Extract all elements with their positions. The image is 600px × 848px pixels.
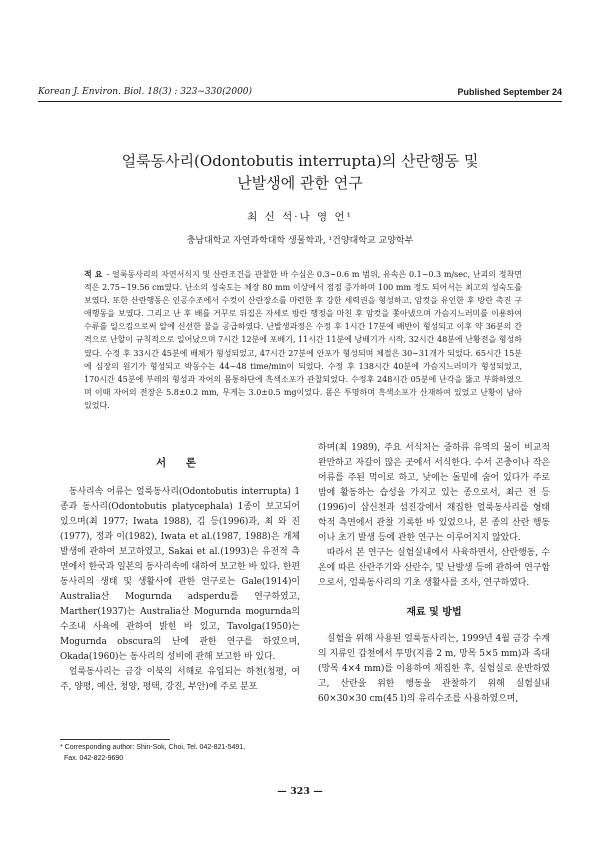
abstract (84, 268, 522, 412)
section-heading-methods: 재료 및 방법 (406, 607, 462, 618)
section-heading-introduction: 서 론 (156, 457, 204, 469)
title-line-2: 난발생에 관한 연구 (237, 174, 363, 192)
footnote-line-1: * Corresponding author: Shin-Sok, Choi, Tel. 042-821-5491, (60, 744, 246, 751)
page-number: — 323 — (277, 786, 323, 797)
authors: 최 신 석·나 영 언¹ (247, 211, 353, 223)
footnote-line-2: Fax. 042-822-9690 (64, 755, 124, 762)
journal-citation: Korean J. Environ. Biol. 18(3) : 323∼330(2000) (38, 87, 253, 97)
article-title (60, 150, 540, 194)
left-column (60, 456, 300, 695)
right-column (318, 441, 550, 707)
abstract-label: 적 요 (84, 269, 103, 279)
footnote-rule (60, 739, 170, 740)
affiliation: 충남대학교 자연과학대학 생물학과, ¹건양대학교 교양학부 (186, 236, 414, 246)
abstract-text: - 얼룩동사리의 자연서식지 및 산란조건을 관찰한 바 수심은 0.3∼0.6 m 범위, 유속은 0.1∼0.3 m/sec, 난괴의 정착면적은 2.75∼19.56 cm였다. 난소의 성숙도는 체장 80 mm 이상에서 점점 증가하며 100 mm 정도 되어서는 최고의 성숙도를 보였다. 또한 산란행동은 인공수조에서 수컷이 산란장소를 마련한 후 강한 세력권을 형성하고, 암컷을 유인한 후 방란 촉진 구애행동을 보였다. 그리고 난 후 배를 거꾸로 뒤집은 자세로 방란 행정을 마친 후 암컷을 쫓아냈으며 가슴지느러미를 이용하여 수류를 일으킴으로써 알에 신선한 물을 공급하였다. 난발생과정은 수정 후 1시간 17분에 배반이 형성되고 이후 약 36분의 간격으로 난할이 규칙적으로 일어났으며 7시간 12분에 포배기, 11시간 11분에 낭배기가 시작, 32시간 48분에 난황전을 형성하였다. 수정 후 33시간 45분에 배체가 형성되었고, 47시간 27분에 안포가 형성되며 체절은 30∼31개가 되었다. 65시간 15분에 심장의 원기가 형성되고 박동수는 44∼48 time/min이 되었다. 수정 후 138시간 40분에 가슴지느러미가 형성되었고, 170시간 45분에 부레의 형성과 자어의 몸통하단에 흑색소포가 관찰되었다. 수정후 248시간 05분에 난각을 뚫고 부화하였으며 이때 자어의 전장은 5.8±0.2 mm, 무게는 3.0±0.5 mg이었다. 몸은 투명하며 흑색소포가 산재하여 있었고 난황이 남아 있었다. (84, 270, 522, 410)
intro-paragraph-3: 따라서 본 연구는 실험실내에서 사육하면서, 산란행동, 수온에 따른 산란주기와 산란수, 및 난발생 등에 관하여 연구함으로서, 얼룩동사리의 기초 생활사를 조사, 연구하였다. (318, 548, 550, 588)
header-rule (38, 101, 562, 102)
intro-paragraph-2: 얼룩동사리는 금강 이북의 서해로 유입되는 하천(청평, 여주, 양평, 예산, 청양, 평택, 강진, 부안)에 주로 분포 (60, 667, 300, 692)
methods-paragraph-1: 실험을 위해 사용된 얼룩동사리는, 1999년 4월 금강 수계의 지류인 갑천에서 투망(지름 2 m, 망목 5×5 mm)과 족대(망목 4×4 mm)를 이용하여 채집한 후, 실험실로 운반하였고, 산란을 위한 행동을 관찰하기 위해 실험실내 60×30×30 cm(45 l)의 유리수조를 사용하였으며, (318, 634, 550, 704)
intro-continuation: 하며(최 1989), 주요 서식처는 중하류 유역의 물이 비교적 완만하고 자갈이 많은 곳에서 서식한다. 수서 곤충이나 작은 어류를 주된 먹이로 하고, 낮에는 돌밑에 숨어 있다가 주로 밤에 활동하는 습성을 가지고 있는 종으로서, 최근 전 등(1996)이 삽신천과 섬진강에서 채집한 얼룩동사리를 형태학적 측면에서 관찰 기록한 바 있었으나, 본 종의 산란 행동이나 초기 발생 등에 관한 연구는 이루어지지 않았다. (318, 443, 550, 543)
title-line-1: 얼룩동사리(Odontobutis interrupta)의 산란행동 및 (121, 152, 479, 170)
corresponding-author-footnote (60, 742, 300, 764)
running-header (38, 84, 562, 100)
intro-paragraph-1: 동사리속 어류는 얼룩동사리(Odontobutis interrupta) 1종과 동사리(Odontobutis platycephala) 1종이 보고되어 있으며(최 1977; Iwata 1988), 김 등(1996)과, 최 와 진(1977), 정과 이(1982), Iwata et al.(1987, 1988)은 개체 발생에 관하여 보고하였고, Sakai et al.(1993)은 유전적 측면에서 한국과 일본의 동사리속에 대하여 보고한 바 있다. 한편 동사리의 생태 및 생활사에 관한 연구로는 Gale(1914)이 Australia산 Mogurnda adsperdu를 연구하였고, Marther(1937)는 Australia산 Mogurnda mogurnda의 수조내 사육에 관하여 밝힌 바 있고, Tavolga(1950)는 Mogurnda obscura의 난에 관한 연구를 하였으며, Okada(1960)는 동사리의 성비에 관해 보고한 바 있다. (60, 487, 300, 662)
published-date: Published September 24 (457, 87, 562, 97)
